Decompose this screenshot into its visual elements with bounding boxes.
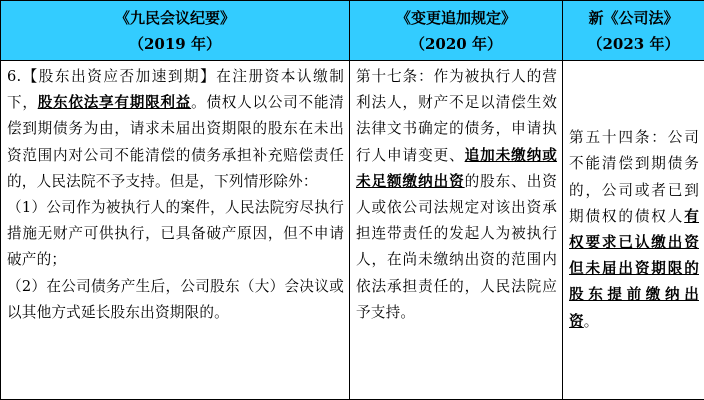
cell-gongsifa-text: [563, 61, 704, 400]
header-gongsifa: [563, 1, 704, 61]
text-segment: 的股东、出资人或依公司法规定对该出资承担连带责任的发起人为被执行人，在尚未缴纳出资的范围内依法承担责任的，人民法院应予支持。: [356, 172, 558, 321]
paragraph-1: [7, 64, 344, 195]
header-year: （2023 年）: [587, 34, 680, 53]
text-segment: 。债权人以公司不能清偿到期债务为由，请求未届出资期限的股东在未出资范围内对公司不能清偿的债务承担补充赔偿责任的，人民法院不予支持。但是，下列情形除外：: [7, 94, 344, 190]
text-segment: 第十七条：作为被执行人的营利法人，财产不足以清偿生效法律文书确定的债务，申请执行人申请变更、: [356, 68, 557, 164]
paragraph-3: （2）在公司债务产生后，公司股东（大）会决议或以其他方式延长股东出资期限的。: [7, 277, 344, 321]
cell-biangeng-text: [350, 61, 563, 400]
header-title: 《变更追加规定》: [395, 8, 516, 27]
paragraph-2: （1）公司作为被执行人的案件，人民法院穷尽执行措施无财产可供执行，已具备破产原因，但不申请破产的；: [7, 199, 344, 269]
header-biangeng: [350, 1, 563, 61]
text-segment: 第五十四条：公司不能清偿到期债务的，公司或者已到期债权的债权人: [569, 129, 699, 225]
emphasis-text: 股东依法享有期限利益: [37, 94, 192, 112]
header-jiumin: [1, 1, 350, 61]
header-year: （2020 年）: [410, 34, 502, 53]
header-year: （2019 年）: [129, 34, 221, 53]
header-title: 《九民会议纪要》: [114, 8, 235, 27]
text-segment: 。: [583, 312, 599, 330]
text-segment: 6.【股东出资应否加速到期】在注册资本认缴制下，: [7, 68, 344, 112]
emphasis-text: 追加未缴纳或未足额缴纳出资: [356, 146, 558, 190]
header-title: 新《公司法》: [588, 8, 679, 27]
cell-jiumin-text: [1, 61, 350, 400]
emphasis-text: 有权要求已认缴出资但未届出资期限的股东提前缴纳出资: [569, 207, 699, 330]
